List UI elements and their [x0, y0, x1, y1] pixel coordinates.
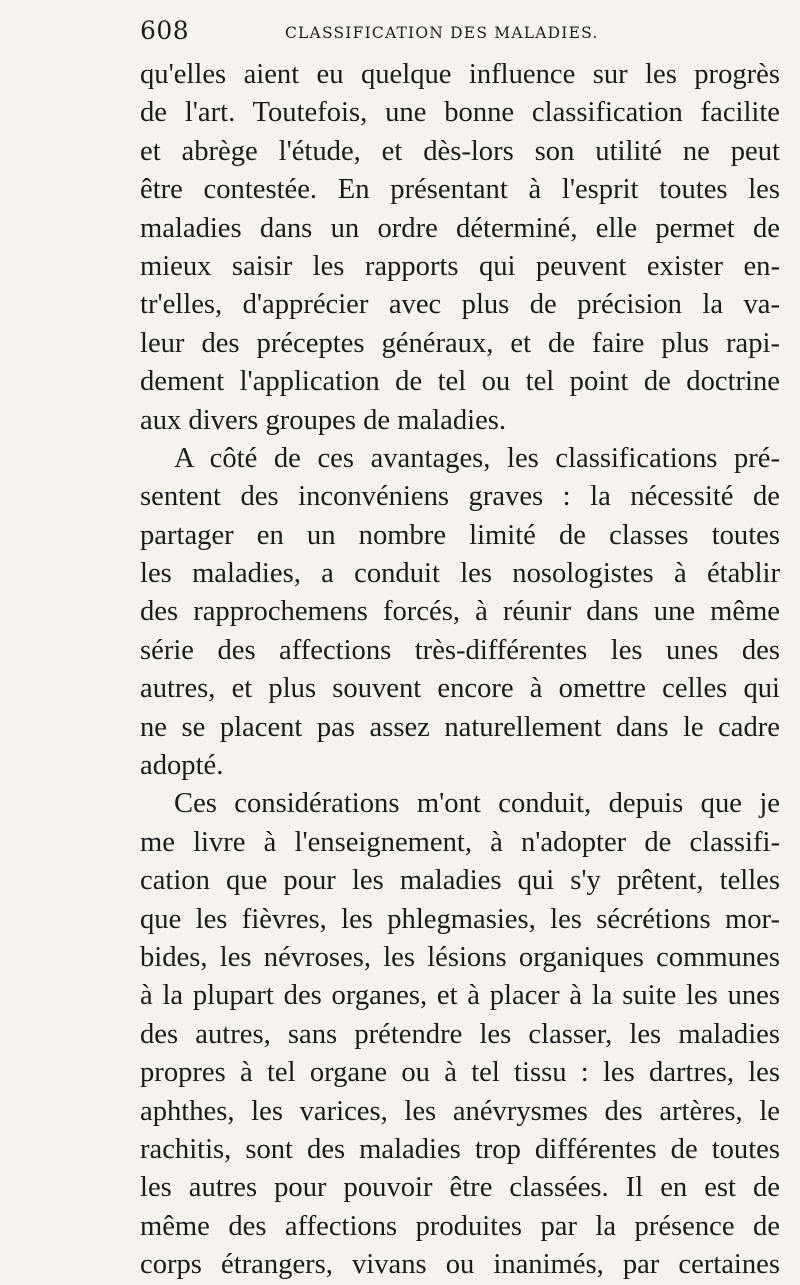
text-line: sentent des inconvéniens graves : la nécessité de — [140, 481, 780, 513]
text-line: bides, les névroses, les lésions organiques communes — [140, 941, 780, 973]
text-line: qu'elles aient eu quelque influence sur les progrès — [140, 59, 780, 90]
paragraph-start-line: Ces considérations m'ont conduit, depuis que je — [174, 788, 780, 820]
text-line: cation que pour les maladies qui s'y prêtent, telles — [140, 865, 780, 897]
running-head-title: CLASSIFICATION DES MALADIES. — [285, 24, 599, 42]
text-line: me livre à l'enseignement, à n'adopter de classifi- — [140, 826, 780, 858]
text-line: les autres pour pouvoir être classées. Il en est de — [140, 1172, 780, 1204]
text-line: corps étrangers, vivans ou inanimés, par certaines — [140, 1249, 780, 1281]
text-line: aux divers groupes de maladies. — [140, 404, 507, 436]
paragraph-start-line: A côté de ces avantages, les classifications pré- — [174, 442, 780, 474]
text-line: être contestée. En présentant à l'esprit toutes les — [140, 174, 780, 206]
text-line: aphthes, les varices, les anévrysmes des artères, le — [140, 1095, 780, 1127]
text-line: des rapprochemens forcés, à réunir dans une même — [140, 596, 780, 628]
text-line: leur des préceptes généraux, et de faire plus rapi- — [140, 327, 780, 359]
text-line: maladies dans un ordre déterminé, elle permet de — [140, 212, 780, 244]
text-line: mieux saisir les rapports qui peuvent exister en- — [140, 250, 780, 282]
text-line: et abrège l'étude, et dès-lors son utilité ne peut — [140, 135, 780, 167]
text-line: autres, et plus souvent encore à omettre celles qui — [140, 673, 780, 705]
text-line: adopté. — [140, 750, 224, 782]
text-line: série des affections très-différentes les unes des — [140, 634, 780, 666]
text-line: que les fièvres, les phlegmasies, les sécrétions mor- — [140, 903, 780, 935]
running-head — [140, 14, 780, 54]
text-line: dement l'application de tel ou tel point de doctrine — [140, 366, 780, 398]
text-line: à la plupart des organes, et à placer à la suite les unes — [140, 980, 780, 1012]
text-line: rachitis, sont des maladies trop différentes de toutes — [140, 1133, 780, 1165]
page-number: 608 — [140, 16, 190, 45]
text-line: tr'elles, d'apprécier avec plus de précision la va- — [140, 289, 780, 321]
text-line: des autres, sans prétendre les classer, les maladies — [140, 1018, 780, 1050]
body-text — [140, 56, 780, 1285]
text-line: propres à tel organe ou à tel tissu : les dartres, les — [140, 1057, 780, 1089]
text-line: de l'art. Toutefois, une bonne classification facilite — [140, 97, 780, 129]
text-line: les maladies, a conduit les nosologistes à établir — [140, 558, 780, 590]
text-line: même des affections produites par la présence de — [140, 1210, 780, 1242]
text-line: ne se placent pas assez naturellement dans le cadre — [140, 711, 780, 743]
text-line: partager en un nombre limité de classes toutes — [140, 519, 780, 551]
